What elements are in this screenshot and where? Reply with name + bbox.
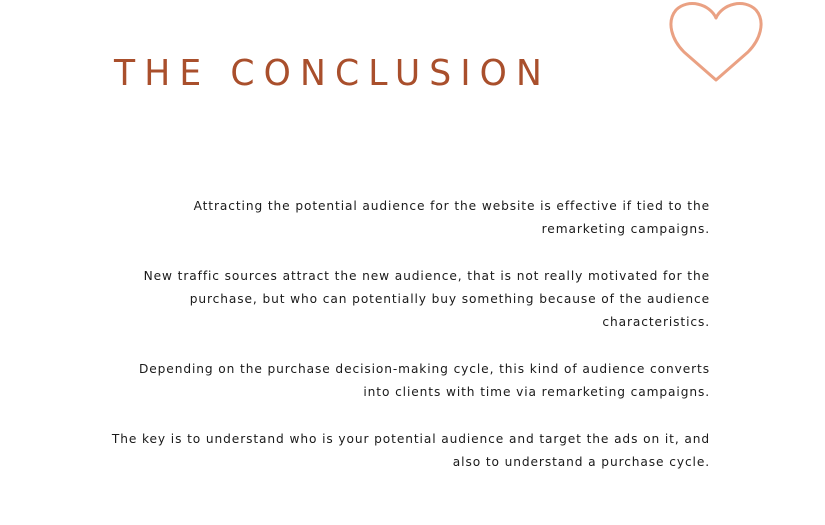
slide-title: THE CONCLUSION — [114, 53, 551, 94]
paragraph-2: New traffic sources attract the new audience, that is not really motivated for the purchase, but who can potentially buy something because of the audience characteristics. — [143, 268, 710, 330]
paragraph-1: Attracting the potential audience for the website is effective if tied to the remarketing campaigns. — [193, 199, 710, 237]
paragraph-4: The key is to understand who is your potential audience and target the ads on it, and also to understand a purchase cycle. — [111, 431, 710, 470]
conclusion-body — [110, 195, 710, 498]
paragraph-3: Depending on the purchase decision-making cycle, this kind of audience converts into clients with time via remarketing campaigns. — [138, 362, 710, 400]
heart-outline-icon — [668, 0, 764, 84]
